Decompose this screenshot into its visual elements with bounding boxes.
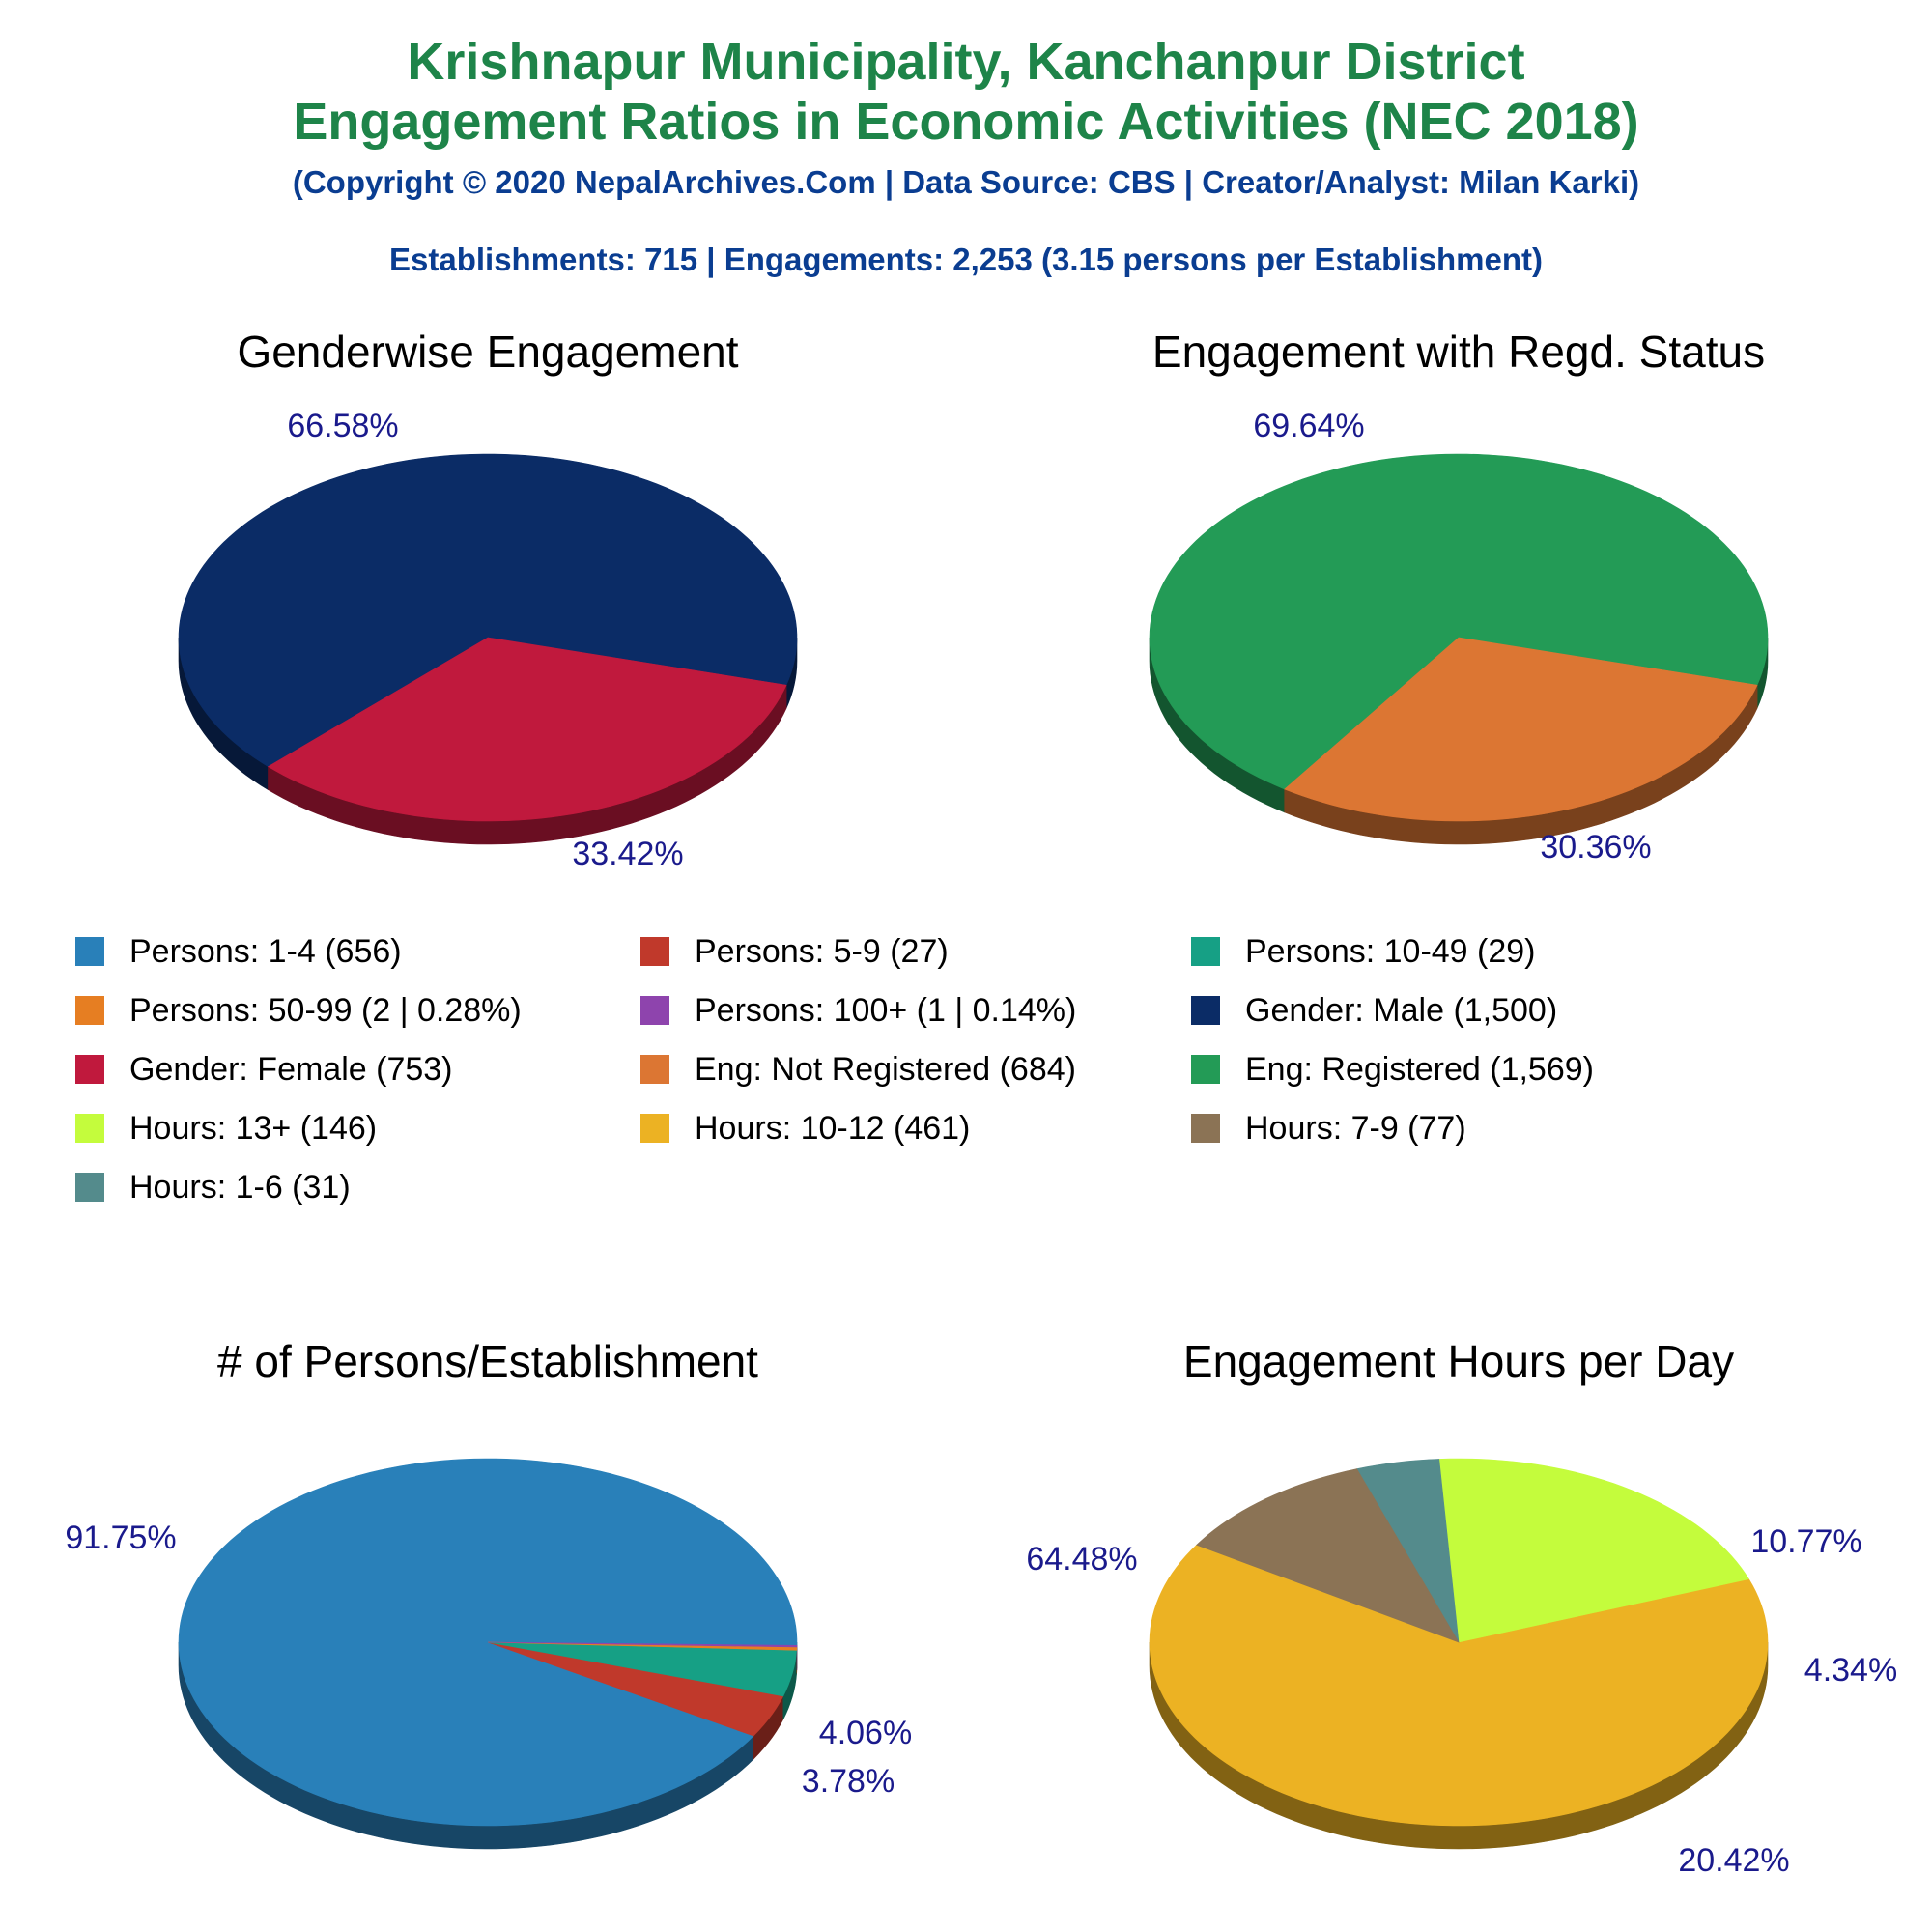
legend-label: Persons: 10-49 (29) — [1245, 932, 1536, 970]
pie-value-label: 66.58% — [287, 408, 399, 444]
legend-label: Eng: Not Registered (684) — [695, 1050, 1076, 1088]
legend-swatch — [640, 937, 669, 966]
chart-title-line1: Krishnapur Municipality, Kanchanpur District — [407, 33, 1525, 91]
legend-item — [1191, 932, 1536, 971]
legend-item — [75, 932, 402, 971]
pie-title: Engagement with Regd. Status — [1151, 327, 1766, 377]
pie-chart-4 — [1026, 1336, 1897, 1879]
legend-swatch — [640, 996, 669, 1025]
legend-item — [75, 1109, 377, 1148]
legend-swatch — [75, 996, 104, 1025]
legend-swatch — [1191, 937, 1220, 966]
legend-swatch — [640, 1114, 669, 1143]
legend-item — [75, 1050, 453, 1089]
copyright-line: (Copyright © 2020 NepalArchives.Com | Data Source: CBS | Creator/Analyst: Milan Karki) — [292, 164, 1640, 200]
legend-swatch — [640, 1055, 669, 1084]
pie-chart-3 — [65, 1336, 912, 1849]
pie-value-label: 69.64% — [1253, 408, 1365, 444]
legend-label: Hours: 13+ (146) — [129, 1109, 378, 1147]
legend-swatch — [1191, 1114, 1220, 1143]
pie-value-label: 3.78% — [801, 1763, 895, 1800]
legend-item — [640, 932, 949, 971]
legend-label: Eng: Registered (1,569) — [1245, 1050, 1594, 1088]
legend-swatch — [75, 937, 104, 966]
chart-title-line2: Engagement Ratios in Economic Activities (NEC 2018) — [293, 93, 1639, 151]
legend-label: Hours: 1-6 (31) — [129, 1168, 351, 1206]
legend-swatch — [1191, 996, 1220, 1025]
pie-title: # of Persons/Establishment — [217, 1336, 758, 1386]
legend-label: Persons: 50-99 (2 | 0.28%) — [129, 991, 522, 1029]
legend-swatch — [75, 1055, 104, 1084]
legend-item — [640, 1050, 1076, 1089]
legend-swatch — [75, 1114, 104, 1143]
legend-item — [640, 1109, 970, 1148]
pie-value-label: 91.75% — [65, 1520, 177, 1556]
legend-item — [75, 1168, 351, 1207]
legend-label: Gender: Female (753) — [129, 1050, 453, 1088]
legend-item — [1191, 991, 1557, 1030]
legend-swatch — [1191, 1055, 1220, 1084]
legend-label: Hours: 7-9 (77) — [1245, 1109, 1466, 1147]
pie-value-label: 4.34% — [1804, 1652, 1898, 1689]
pie-value-label: 30.36% — [1540, 829, 1652, 866]
pie-chart-2 — [1150, 327, 1768, 866]
legend-label: Hours: 10-12 (461) — [695, 1109, 971, 1147]
legend-swatch — [75, 1173, 104, 1202]
pie-value-label: 4.06% — [818, 1715, 913, 1751]
legend-item — [640, 991, 1076, 1030]
pie-value-label: 10.77% — [1750, 1523, 1862, 1560]
legend-label: Gender: Male (1,500) — [1245, 991, 1558, 1029]
pie-value-label: 20.42% — [1678, 1842, 1790, 1879]
legend-item — [1191, 1050, 1594, 1089]
pie-value-label: 33.42% — [572, 836, 684, 872]
pie-title: Engagement Hours per Day — [1182, 1336, 1735, 1386]
legend-label: Persons: 5-9 (27) — [695, 932, 949, 970]
pie-chart-1 — [179, 327, 797, 872]
legend-item — [75, 991, 522, 1030]
pie-title: Genderwise Engagement — [237, 327, 739, 377]
pie-value-label: 64.48% — [1026, 1541, 1138, 1577]
summary-line: Establishments: 715 | Engagements: 2,253 (3.15 persons per Establishment) — [389, 242, 1543, 277]
legend-label: Persons: 1-4 (656) — [129, 932, 402, 970]
legend-label: Persons: 100+ (1 | 0.14%) — [695, 991, 1077, 1029]
legend-item — [1191, 1109, 1466, 1148]
